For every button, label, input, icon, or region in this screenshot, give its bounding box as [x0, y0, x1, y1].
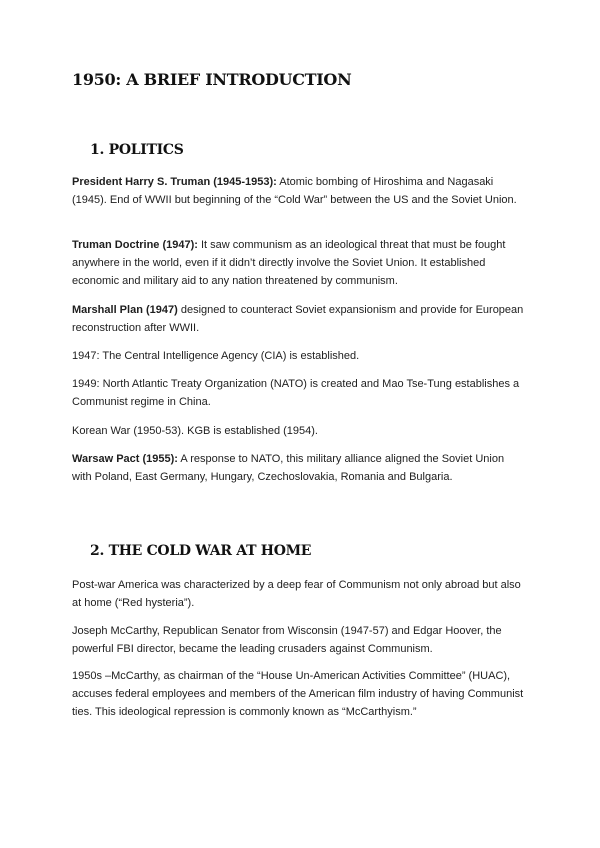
paragraph-text: It saw communism as an ideological threat that must be fought anywhere in the world, even if it didn’t directly involve the Soviet Union. It established economic and military aid to any nation threatened by communism. [72, 239, 506, 287]
paragraph-lead: Truman Doctrine (1947): [72, 239, 198, 251]
paragraph-text: designed to counteract Soviet expansionism and provide for European reconstruction after WWII. [72, 304, 524, 334]
paragraph-text: 1947: The Central Intelligence Agency (CIA) is established. [72, 350, 360, 362]
section-heading-politics: 1. POLITICS [90, 142, 184, 158]
paragraph-text: Joseph McCarthy, Republican Senator from Wisconsin (1947-57) and Edgar Hoover, the powerful FBI director, became the leading crusaders against Communism. [72, 625, 502, 655]
paragraph-mccarthy-hoover [72, 622, 524, 658]
paragraph-text: 1950s –McCarthy, as chairman of the “House Un-American Activities Committee” (HUAC), accuses federal employees and members of the American film industry of having Communist ties. This ideological repression is commonly known as “McCarthyism.” [72, 670, 524, 718]
paragraph-text: Atomic bombing of Hiroshima and Nagasaki (1945). End of WWII but beginning of the “Cold War” between the US and the Soviet Union. [72, 176, 517, 206]
paragraph-text: Korean War (1950-53). KGB is established (1954). [72, 425, 318, 437]
paragraph-lead: President Harry S. Truman (1945-1953): [72, 176, 277, 188]
paragraph-text: 1949: North Atlantic Treaty Organization (NATO) is created and Mao Tse-Tung establishes a Communist regime in China. [72, 378, 520, 408]
paragraph-truman-doctrine [72, 236, 524, 290]
paragraph-korean-war [72, 422, 524, 440]
paragraph-lead: Marshall Plan (1947) [72, 304, 178, 316]
paragraph-nato [72, 375, 524, 411]
paragraph-warsaw-pact [72, 450, 524, 486]
paragraph-lead: Warsaw Pact (1955): [72, 453, 178, 465]
paragraph-marshall-plan [72, 301, 524, 337]
paragraph-cia [72, 347, 524, 365]
paragraph-text: A response to NATO, this military alliance aligned the Soviet Union with Poland, East Germany, Hungary, Czechoslovakia, Romania and Bulgaria. [72, 453, 505, 483]
paragraph-text: Post-war America was characterized by a deep fear of Communism not only abroad but also at home (“Red hysteria”). [72, 579, 521, 609]
paragraph-mccarthyism [72, 667, 524, 721]
document-title: 1950: A BRIEF INTRODUCTION [72, 70, 352, 89]
paragraph-red-hysteria [72, 576, 524, 612]
paragraph-truman [72, 173, 524, 209]
section-heading-cold-war-at-home: 2. THE COLD WAR AT HOME [90, 543, 312, 559]
